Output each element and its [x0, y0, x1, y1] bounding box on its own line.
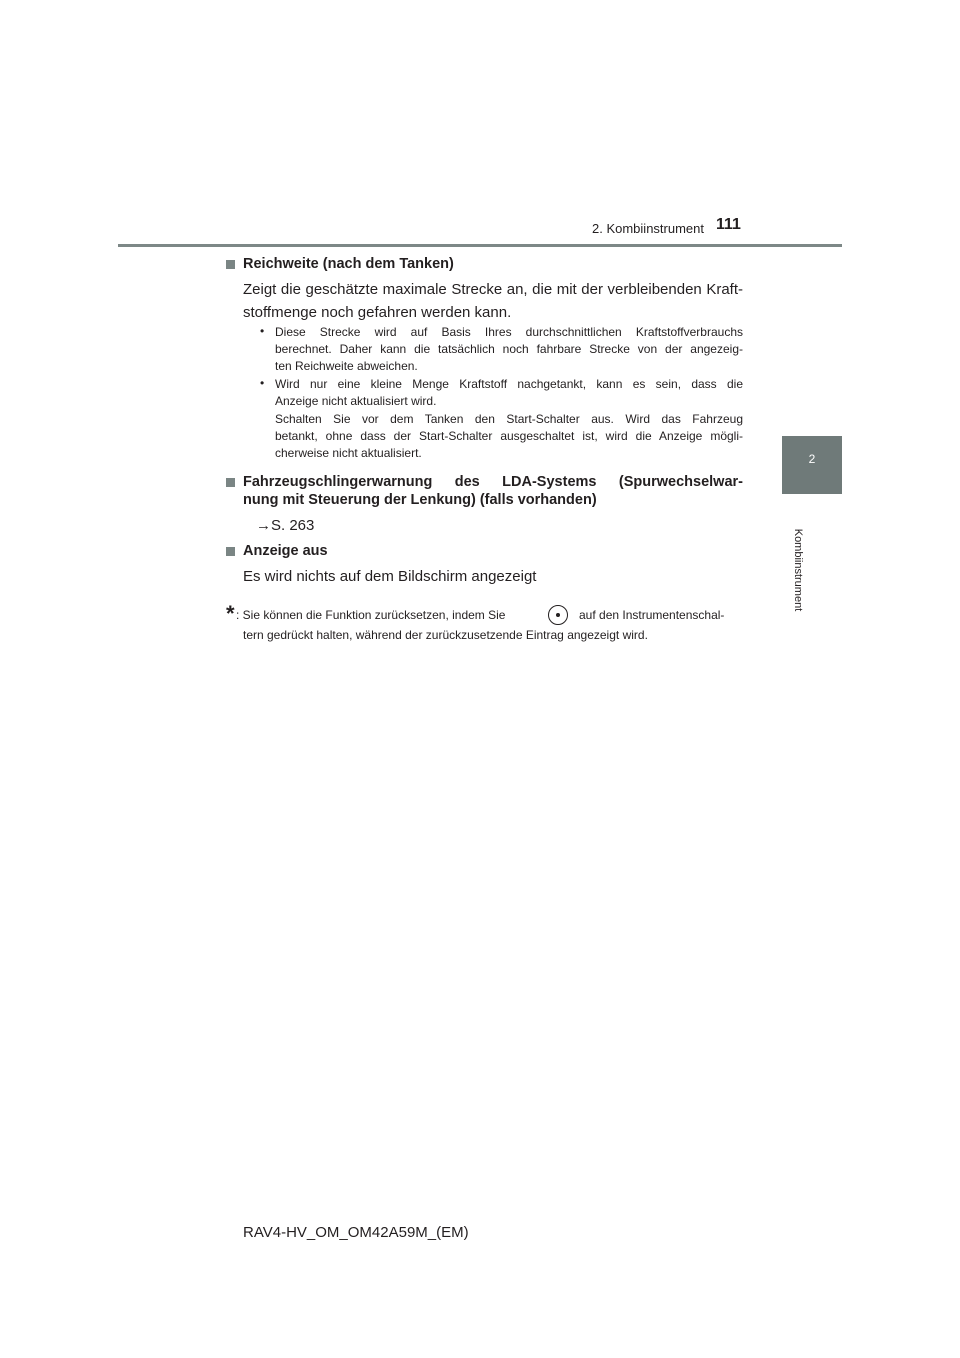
section-body-line: stoffmenge noch gefahren werden kann.: [243, 304, 512, 321]
footnote-text: : Sie können die Funktion zurücksetzen, indem Sie: [236, 608, 506, 622]
bullet-line: Wird nur eine kleine Menge Kraftstoff nachgetankt, kann es sein, dass die: [275, 377, 743, 391]
section-body-line: Es wird nichts auf dem Bildschirm angezeigt: [243, 568, 537, 585]
chapter-tab-label-text: Kombiinstrument: [792, 528, 804, 612]
bullet-line: berechnet. Daher kann die tatsächlich noch fahrbare Strecke von der angezeig-: [275, 342, 743, 356]
footnote-text: auf den Instrumentenschal-: [579, 608, 725, 622]
bullet-dot: •: [260, 376, 265, 390]
section-body-line: Zeigt die geschätzte maximale Strecke an, die mit der verbleibenden Kraft-: [243, 281, 743, 298]
bullet-line: betankt, ohne dass der Start-Schalter ausgeschaltet ist, wird die Anzeige mögli-: [275, 429, 743, 443]
page-reference-link[interactable]: →S. 263: [256, 517, 315, 534]
bullet-line: cherweise nicht aktualisiert.: [275, 446, 422, 460]
model-code: RAV4-HV_OM_OM42A59M_(EM): [243, 1224, 469, 1241]
bullet-line: Diese Strecke wird auf Basis Ihres durchschnittlichen Kraftstoffverbrauchs: [275, 325, 743, 339]
section-heading-anzeige-aus: Anzeige aus: [243, 543, 328, 559]
header-divider: [118, 244, 842, 247]
bullet-dot: •: [260, 324, 265, 338]
header-section-title: 2. Kombiinstrument: [592, 221, 704, 236]
section-heading-lda-line2: nung mit Steuerung der Lenkung) (falls vorhanden): [243, 492, 597, 508]
section-heading-reichweite: Reichweite (nach dem Tanken): [243, 256, 454, 272]
section-heading-lda: Fahrzeugschlingerwarnung des LDA-Systems (Spurwechselwar-: [243, 474, 743, 490]
footnote-text: tern gedrückt halten, während der zurückzusetzende Eintrag angezeigt wird.: [243, 628, 648, 642]
bullet-line: Anzeige nicht aktualisiert wird.: [275, 394, 437, 408]
footnote-marker: *: [226, 601, 235, 626]
page-number: 111: [716, 216, 741, 233]
center-dot-button-icon: [548, 605, 568, 625]
bullet-line: ten Reichweite abweichen.: [275, 359, 418, 373]
bullet-line: Schalten Sie vor dem Tanken den Start-Schalter aus. Wird das Fahrzeug: [275, 412, 743, 426]
chapter-tab-number: 2: [808, 452, 816, 466]
chapter-tab-label: [788, 528, 808, 612]
